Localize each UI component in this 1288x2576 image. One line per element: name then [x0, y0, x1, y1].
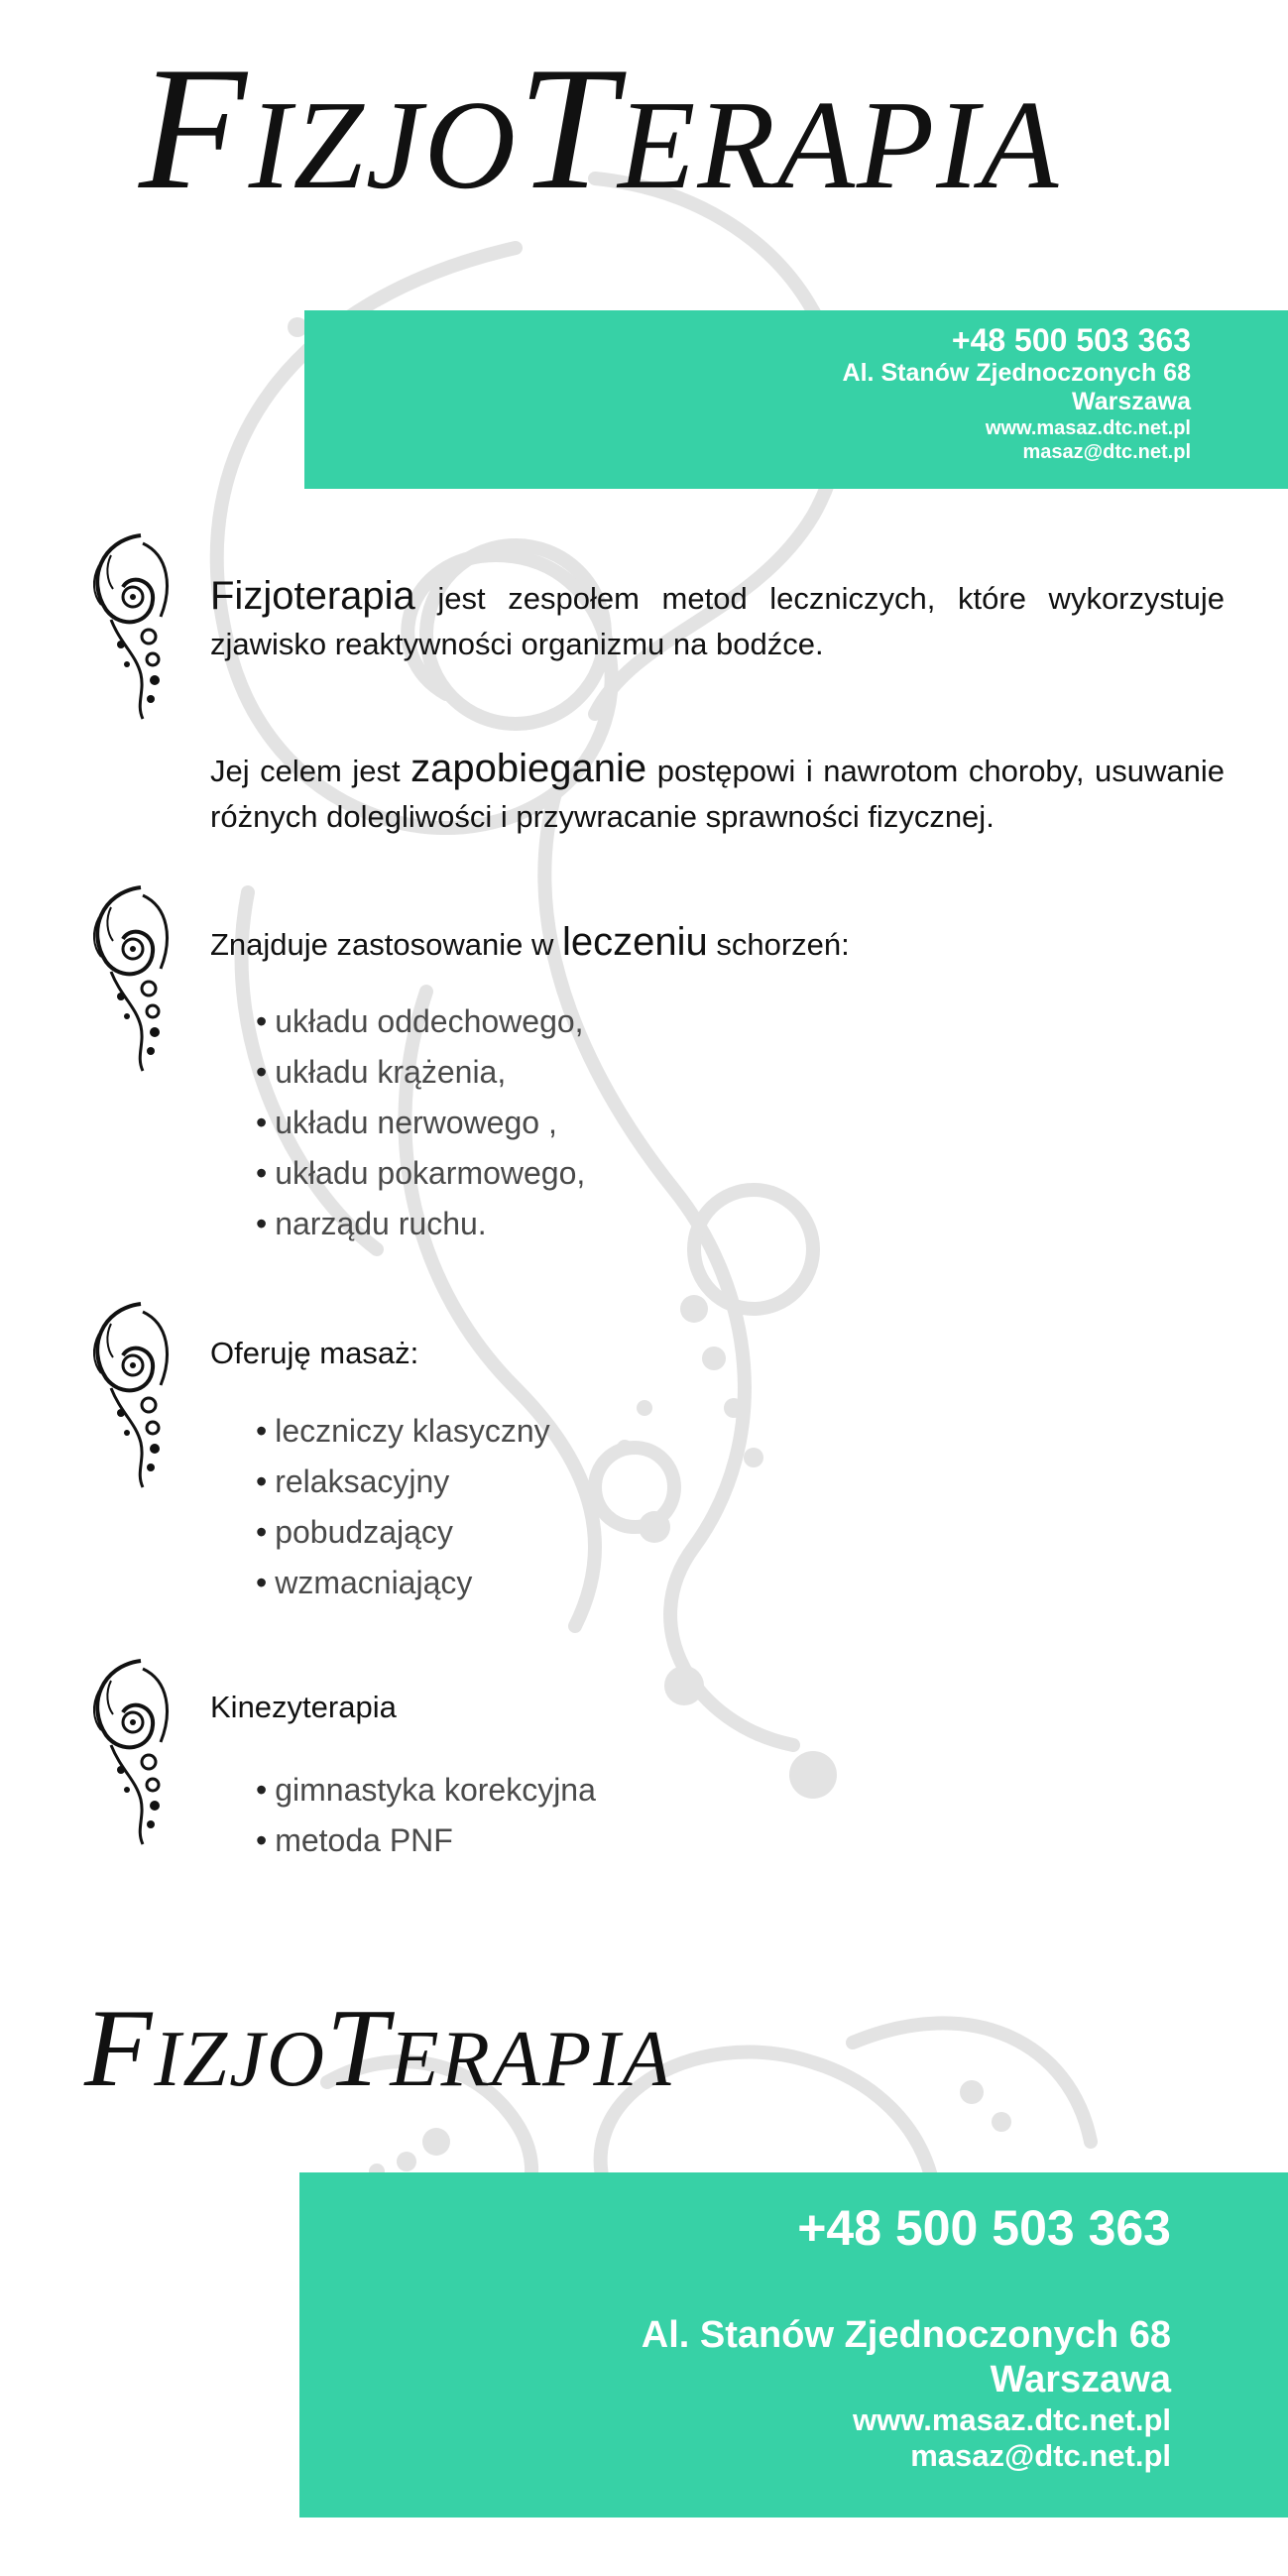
- paisley-ornament-icon: [81, 878, 171, 1076]
- list-item: • relaksacyjny: [256, 1457, 550, 1507]
- intro-paragraph-2: [210, 746, 1225, 840]
- contact-phone[interactable]: +48 500 503 363: [951, 322, 1191, 358]
- contact-city: Warszawa: [990, 2359, 1171, 2400]
- list-item: • układu pokarmowego,: [256, 1148, 585, 1199]
- treatment-heading-after: schorzeń:: [707, 927, 850, 962]
- paisley-ornament-icon: [81, 1651, 171, 1849]
- kinesio-heading: Kinezyterapia: [210, 1690, 397, 1724]
- list-item: • wzmacniający: [256, 1558, 550, 1608]
- contact-address: Al. Stanów Zjednoczonych 68: [842, 359, 1191, 387]
- logo-initial-f: F: [139, 30, 249, 226]
- list-item: • pobudzający: [256, 1507, 550, 1558]
- treatment-heading: [210, 922, 850, 965]
- list-item: • narządu ruchu.: [256, 1199, 585, 1249]
- logo-initial-t: T: [518, 30, 619, 226]
- list-item: • układu oddechowego,: [256, 996, 585, 1047]
- logo-word-izjo: IZJO: [154, 2015, 327, 2103]
- kinesio-list: [256, 1765, 596, 1866]
- logo-initial-t: T: [326, 1987, 391, 2110]
- contact-address: Al. Stanów Zjednoczonych 68: [641, 2314, 1171, 2356]
- contact-box-bottom: [299, 2172, 1288, 2517]
- massage-heading: Oferuję masaż:: [210, 1336, 419, 1370]
- contact-city: Warszawa: [1072, 388, 1191, 415]
- paisley-ornament-icon: [81, 1294, 171, 1492]
- contact-email-link[interactable]: masaz@dtc.net.pl: [910, 2438, 1171, 2473]
- massage-list: [256, 1406, 550, 1608]
- intro-paragraph-1-text: jest zespołem metod leczniczych, które wykorzystuje zjawisko reaktywności organizmu na bodźce.: [210, 581, 1225, 661]
- logo-title-bottom: [84, 1987, 673, 2110]
- intro-paragraph-2-after: postępowi i nawrotom choroby, usuwanie różnych dolegliwości i przywracanie sprawności fizycznej.: [210, 754, 1225, 834]
- treatment-list: [256, 996, 585, 1249]
- contact-website-link[interactable]: www.masaz.dtc.net.pl: [853, 2402, 1171, 2437]
- list-item: • gimnastyka korekcyjna: [256, 1765, 596, 1815]
- treatment-heading-before: Znajduje zastosowanie w: [210, 927, 562, 962]
- list-item: • metoda PNF: [256, 1815, 596, 1866]
- paisley-ornament-icon: [81, 526, 171, 724]
- intro-paragraph-1: [210, 573, 1225, 667]
- logo-word-izjo: IZJO: [248, 74, 519, 215]
- treatment-heading-emphasis: leczeniu: [561, 920, 708, 964]
- intro-emphasis-word: zapobieganie: [410, 747, 647, 790]
- contact-spacer: [299, 2258, 1171, 2313]
- logo-word-erapia: ERAPIA: [390, 2015, 673, 2103]
- logo-initial-f: F: [84, 1987, 155, 2110]
- contact-phone[interactable]: +48 500 503 363: [797, 2200, 1171, 2256]
- contact-website-link[interactable]: www.masaz.dtc.net.pl: [985, 417, 1191, 439]
- contact-email-link[interactable]: masaz@dtc.net.pl: [1022, 441, 1191, 463]
- intro-lead-word: Fizjoterapia: [210, 574, 415, 618]
- list-item: • układu krążenia,: [256, 1047, 585, 1098]
- contact-box-top: [304, 310, 1288, 489]
- intro-paragraph-2-before: Jej celem jest: [210, 754, 411, 788]
- logo-title-top: [139, 30, 1061, 226]
- list-item: • leczniczy klasyczny: [256, 1406, 550, 1457]
- list-item: • układu nerwowego ,: [256, 1098, 585, 1148]
- logo-word-erapia: ERAPIA: [618, 74, 1061, 215]
